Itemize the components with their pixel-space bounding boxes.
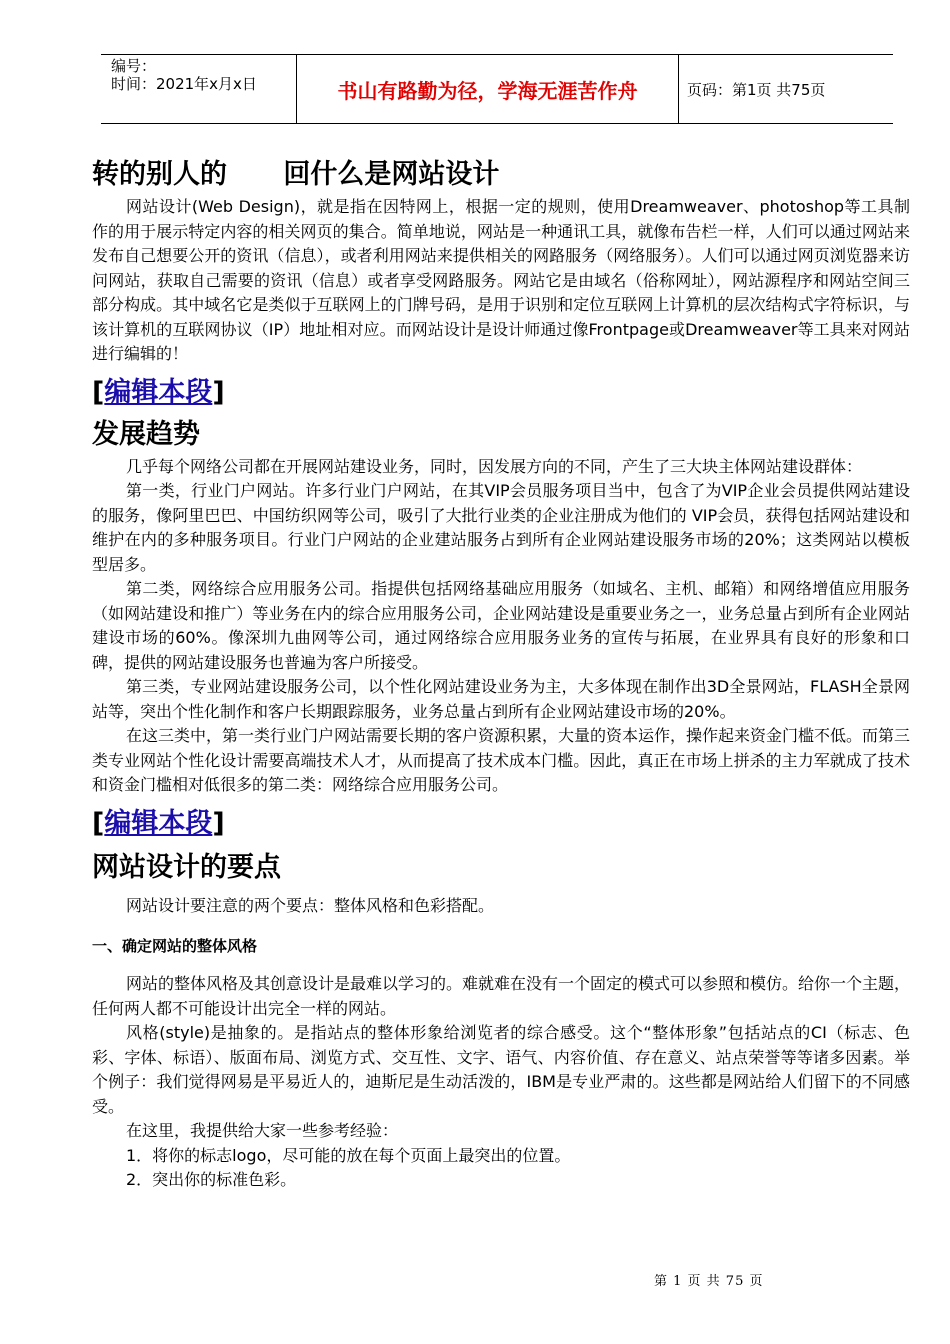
subheading-overall-style: 一、确定网站的整体风格 [92, 937, 258, 955]
intro-paragraph: 网站设计(Web Design)，就是指在因特网上，根据一定的规则，使用Dreamweaver、photoshop等工具制作的用于展示特定内容的相关网页的集合。简单地说，网站是一种通讯工具，就像布告栏一样，人们可以通过网站来发布自己想要公开的资讯（信息），或者利用网站来提供相关的网路服务（网络服务）。人们可以通过网页浏览器来访问网站，获取自己需要的资讯（信息）或者享受网路服务。网站它是由域名（俗称网址），网站源程序和网站空间三部分构成。其中域名它是类似于互联网上的门牌号码，是用于识别和定位互联网上计算机的层次结构式字符标识，与该计算机的互联网协议（IP）地址相对应。而网站设计是设计师通过像Frontpage或Dreamweaver等工具来对网站进行编辑的！ [92, 197, 910, 363]
trend-paragraph: 几乎每个网络公司都在开展网站建设业务，同时，因发展方向的不同，产生了三大块主体网站建设群体： [126, 456, 863, 476]
number-label: 编号： [111, 57, 157, 75]
edit-section-link-2 [92, 802, 910, 846]
edit-link-1[interactable]: 编辑本段 [104, 376, 213, 408]
key-points-intro: 网站设计要注意的两个要点：整体风格和色彩搭配。 [126, 895, 495, 915]
trend-paragraph: 在这三类中，第一类行业门户网站需要长期的客户资源积累，大量的资本运作，操作起来资金门槛不低。而第三类专业网站个性化设计需要高端技术人才，从而提高了技术成本门槛。因此，真正在市场上拼杀的主力军就成了技术和资金门槛相对低很多的第二类：网络综合应用服务公司。 [92, 726, 911, 794]
style-paragraph: 在这里，我提供给大家一些参考经验： [126, 1121, 399, 1140]
time-label: 时间：2021年x月x日 [111, 75, 257, 93]
list-item: 2．突出你的标准色彩。 [126, 1170, 297, 1189]
style-paragraph: 网站的整体风格及其创意设计是最难以学习的。难就难在没有一个固定的模式可以参照和模仿。给你一个主题，任何两人都不可能设计出完全一样的网站。 [92, 974, 911, 1018]
style-paragraph: 风格(style)是抽象的。是指站点的整体形象给浏览者的综合感受。这个“整体形象”包括站点的CI（标志、色彩、字体、标语）、版面布局、浏览方式、交互性、文字、语气、内容价值、存在意义、站点荣誉等等诸多因素。举个例子：我们觉得网易是平易近人的，迪斯尼是生动活泼的，IBM是专业严肃的。这些都是网站给人们留下的不同感受。 [92, 1023, 910, 1116]
bracket-close: ] [212, 807, 225, 839]
trend-paragraph: 第二类，网络综合应用服务公司。指提供包括网络基础应用服务（如域名、主机、邮箱）和网络增值应用服务（如网站建设和推广）等业务在内的综合应用服务公司，企业网站建设是重要业务之一，业务总量占到所有企业网站建设市场的60%。像深圳九曲网等公司，通过网络综合应用服务业务的宣传与拓展，在业界具有良好的形象和口碑，提供的网站建设服务也普遍为客户所接受。 [92, 579, 910, 672]
bracket-close: ] [212, 376, 225, 408]
list-item: 1．将你的标志logo，尽可能的放在每个页面上最突出的位置。 [126, 1145, 571, 1165]
trend-paragraph: 第三类，专业网站建设服务公司，以个性化网站建设业务为主，大多体现在制作出3D全景网站，FLASH全景网站等，突出个性化制作和客户长期跟踪服务，业务总量占到所有企业网站建设市场的20%。 [92, 677, 910, 721]
section-heading-trends: 发展趋势 [92, 418, 200, 450]
page-info-cell [679, 55, 893, 123]
page-footer: 第 1 页 共 75 页 [654, 1274, 764, 1289]
header-meta-cell [101, 55, 296, 123]
page-label: 页码：第1页 共75页 [687, 80, 826, 99]
bracket-open: [ [92, 376, 105, 408]
document-header [101, 54, 893, 124]
bracket-open: [ [92, 807, 105, 839]
section-heading-key-points: 网站设计的要点 [92, 851, 281, 883]
document-body [92, 155, 910, 1193]
motto-cell [296, 55, 679, 123]
trend-paragraph: 第一类，行业门户网站。许多行业门户网站，在其VIP会员服务项目当中，包含了为VIP企业会员提供网站建设的服务，像阿里巴巴、中国纺织网等公司，吸引了大批行业类的企业注册成为他们的 VIP会员，获得包括网站建设和维护在内的多种服务项目。行业门户网站的企业建站服务占到所有企业网站建设服务市场的20%；这类网站以模板型居多。 [92, 481, 910, 574]
edit-link-2[interactable]: 编辑本段 [104, 807, 213, 839]
motto-text: 书山有路勤为径，学海无涯苦作舟 [337, 78, 638, 103]
page-title: 转的别人的 回什么是网站设计 [92, 159, 500, 190]
edit-section-link-1 [92, 371, 910, 415]
